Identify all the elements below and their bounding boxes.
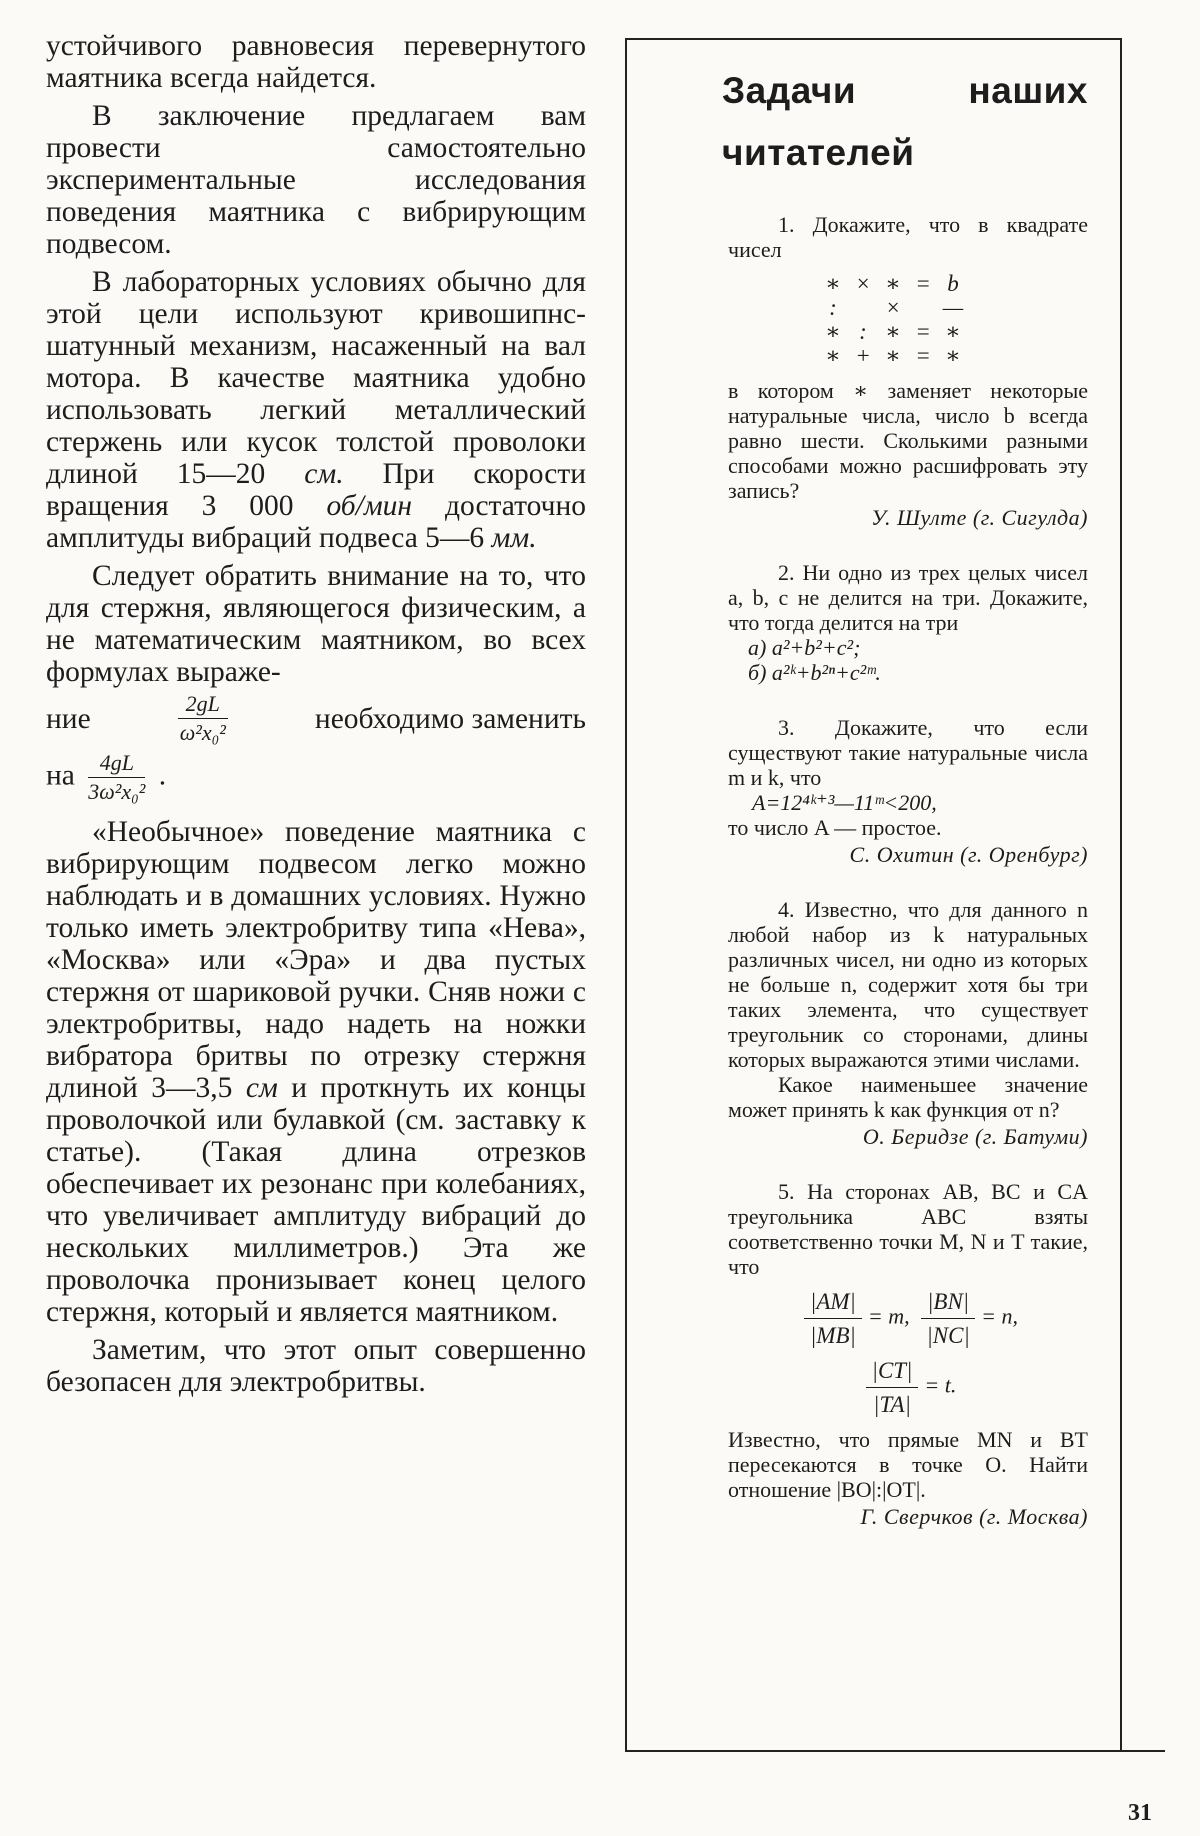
problem-2-b: б) a²ᵏ+b²ⁿ+c²ᵐ. bbox=[748, 660, 881, 685]
grid-cell: ∗ bbox=[945, 319, 961, 344]
grid-cell: : bbox=[829, 295, 837, 320]
main-text-column bbox=[46, 30, 586, 1404]
problem-3-formula: A=12⁴ᵏ⁺³—11ᵐ<200, bbox=[752, 790, 937, 815]
problem-4-text: 4. Известно, что для данного n любой набор из k натуральных различных чисел, ни одно из которых не больше n, содержит хотя бы три таких элемента, что существует треугольник со сторонами, длины которых выражаются этими числами. bbox=[728, 897, 1088, 1072]
grid-cell: ∗ bbox=[945, 343, 961, 368]
p5-text-b: и проткнуть их концы проволочкой или булавкой (см. заставку к статье). (Такая длина отрезков обеспечивает их резонанс при колебаниях, что увеличивает амплитуду вибраций до нескольких миллиметров.) Эта же проволочка пронизывает конец целого стержня, который и является маятником. bbox=[46, 1072, 587, 1328]
grid-cell: ∗ bbox=[885, 271, 901, 296]
paragraph-2: В заключение предлагаем вам провести самостоятельно экспериментальные исследования поведения маятника с вибрирующим подвесом. bbox=[46, 100, 586, 260]
paragraph-3 bbox=[46, 266, 586, 554]
p4-word: ние bbox=[46, 702, 91, 735]
page-number: 31 bbox=[1128, 1800, 1152, 1826]
grid-cell: ∗ bbox=[825, 343, 841, 368]
grid-cell bbox=[908, 296, 938, 320]
fraction-2-numerator: 4gL bbox=[88, 751, 145, 778]
grid-cell: ∗ bbox=[885, 343, 901, 368]
sidebar-problems bbox=[722, 60, 1088, 1559]
problem-5-equations-row-2 bbox=[728, 1358, 1088, 1417]
p5-unit-cm: см bbox=[245, 1072, 278, 1104]
sidebar-bottom-rule bbox=[625, 1750, 1165, 1752]
problem-4-text-b: Какое наименьшее значение может принять k как функция от n? bbox=[728, 1072, 1088, 1122]
sidebar-title: Задачи наших читателей bbox=[722, 70, 1088, 173]
fraction-bn-nc bbox=[921, 1289, 975, 1348]
grid-cell: ∗ bbox=[885, 319, 901, 344]
grid-cell: — bbox=[942, 295, 964, 320]
fraction-bn-nc-num: |BN| bbox=[921, 1289, 975, 1319]
fraction-ct-ta bbox=[866, 1358, 919, 1417]
paragraph-1: устойчивого равновесия перевернутого маятника всегда найдется. bbox=[46, 30, 586, 94]
problem-3-author: С. Охитин (г. Оренбург) bbox=[849, 842, 1088, 867]
fraction-bn-nc-den: |NC| bbox=[926, 1323, 970, 1348]
p3-text-b: При скорости вращения 3 000 bbox=[46, 458, 587, 522]
paragraph-6: Заметим, что этот опыт совершенно безопасен для электробритвы. bbox=[46, 1334, 586, 1398]
grid-cell: = bbox=[915, 319, 931, 344]
p4-text-b: необходимо заменить bbox=[314, 702, 586, 735]
fraction-ct-ta-den: |TA| bbox=[873, 1392, 911, 1417]
fraction-1-denominator: ω²x₀² bbox=[179, 720, 226, 745]
fraction-am-mb-num: |AM| bbox=[804, 1289, 862, 1319]
problem-3 bbox=[728, 715, 1088, 867]
grid-cell: = bbox=[915, 343, 931, 368]
problem-1-grid bbox=[818, 272, 1088, 368]
p3-unit-cm: см. bbox=[304, 458, 344, 490]
grid-cell: b bbox=[947, 271, 959, 296]
p3-text-c: достаточно амплитуды вибраций подвеса 5—6 bbox=[46, 490, 586, 554]
problem-3-text-b: то число A — простое. bbox=[728, 815, 942, 840]
problem-1-text-b: в котором ∗ заменяет некоторые натуральные числа, число b всегда равно шести. Сколькими разными способами можно расшифровать эту запись? bbox=[728, 378, 1088, 503]
paragraph-4: Следует обратить внимание на то, что для стержня, являющегося физическим, а не математическим маятником, во всех формулах выраже- bbox=[46, 560, 586, 688]
problem-5 bbox=[728, 1179, 1088, 1529]
grid-cell: + bbox=[855, 343, 871, 368]
problem-4 bbox=[728, 897, 1088, 1149]
grid-cell: ∗ bbox=[825, 271, 841, 296]
fraction-ct-ta-value: = t. bbox=[924, 1372, 957, 1398]
fraction-1-numerator: 2gL bbox=[178, 692, 228, 719]
problem-3-text: 3. Докажите, что если существуют такие натуральные числа m и k, что bbox=[728, 715, 1088, 790]
problem-1-text: 1. Докажите, что в квадрате чисел bbox=[728, 212, 1088, 262]
fraction-2-denominator: 3ω²x₀² bbox=[88, 779, 146, 804]
formula-line-1 bbox=[46, 692, 586, 745]
paragraph-5 bbox=[46, 816, 586, 1328]
problem-5-text: 5. На сторонах AB, BC и CA треугольника ABC взяты соответственно точки M, N и T такие, что bbox=[728, 1179, 1088, 1279]
fraction-1 bbox=[178, 692, 228, 745]
fraction-bn-nc-value: = n, bbox=[981, 1303, 1018, 1329]
fraction-ct-ta-num: |CT| bbox=[866, 1358, 919, 1388]
fraction-2 bbox=[88, 751, 145, 804]
problem-5-author: Г. Сверчков (г. Москва) bbox=[860, 1504, 1088, 1529]
grid-cell: = bbox=[915, 271, 931, 296]
grid-cell: × bbox=[885, 295, 901, 320]
p3-text-a: В лабораторных условиях обычно для этой цели используют кривошипнс-шатунный механизм, насаженный на вал мотора. В качестве маятника удобно использовать легкий металлический стержень или кусок толстой проволоки длиной 15—20 bbox=[46, 266, 586, 490]
problem-2 bbox=[728, 560, 1088, 685]
fraction-am-mb bbox=[804, 1289, 862, 1348]
problem-4-author: О. Беридзе (г. Батуми) bbox=[862, 1124, 1088, 1149]
problem-5-text-b: Известно, что прямые MN и BT пересекаются в точке O. Найти отношение |BO|:|OT|. bbox=[728, 1427, 1088, 1502]
p4-end: . bbox=[158, 759, 167, 792]
problem-5-equations-row-1 bbox=[728, 1289, 1088, 1348]
fraction-am-mb-den: |MB| bbox=[810, 1323, 856, 1348]
fraction-am-mb-value: = m, bbox=[867, 1303, 910, 1329]
problem-2-a: а) a²+b²+c²; bbox=[748, 635, 861, 660]
p3-unit-rpm: об/мин bbox=[326, 490, 413, 522]
grid-cell bbox=[848, 296, 878, 320]
problem-2-text: 2. Ни одно из трех целых чисел a, b, c не делится на три. Докажите, что тогда делится на три bbox=[728, 560, 1088, 635]
problem-1 bbox=[728, 212, 1088, 530]
formula-line-2 bbox=[46, 751, 586, 804]
problem-1-author: У. Шулте (г. Сигулда) bbox=[871, 505, 1088, 530]
p3-unit-mm: мм. bbox=[491, 522, 537, 554]
p4-na: на bbox=[46, 759, 75, 792]
grid-cell: : bbox=[859, 319, 867, 344]
grid-cell: × bbox=[855, 271, 871, 296]
grid-cell: ∗ bbox=[825, 319, 841, 344]
p5-text-a: «Необычное» поведение маятника с вибрирующим подвесом легко можно наблюдать и в домашних условиях. Нужно только иметь электробритву типа «Нева», «Москва» или «Эра» и два пустых стержня от шариковой ручки. Сняв ножи с электробритвы, надо надеть на ножки вибратора бритвы по отрезку стержня длиной 3—3,5 bbox=[46, 816, 586, 1104]
